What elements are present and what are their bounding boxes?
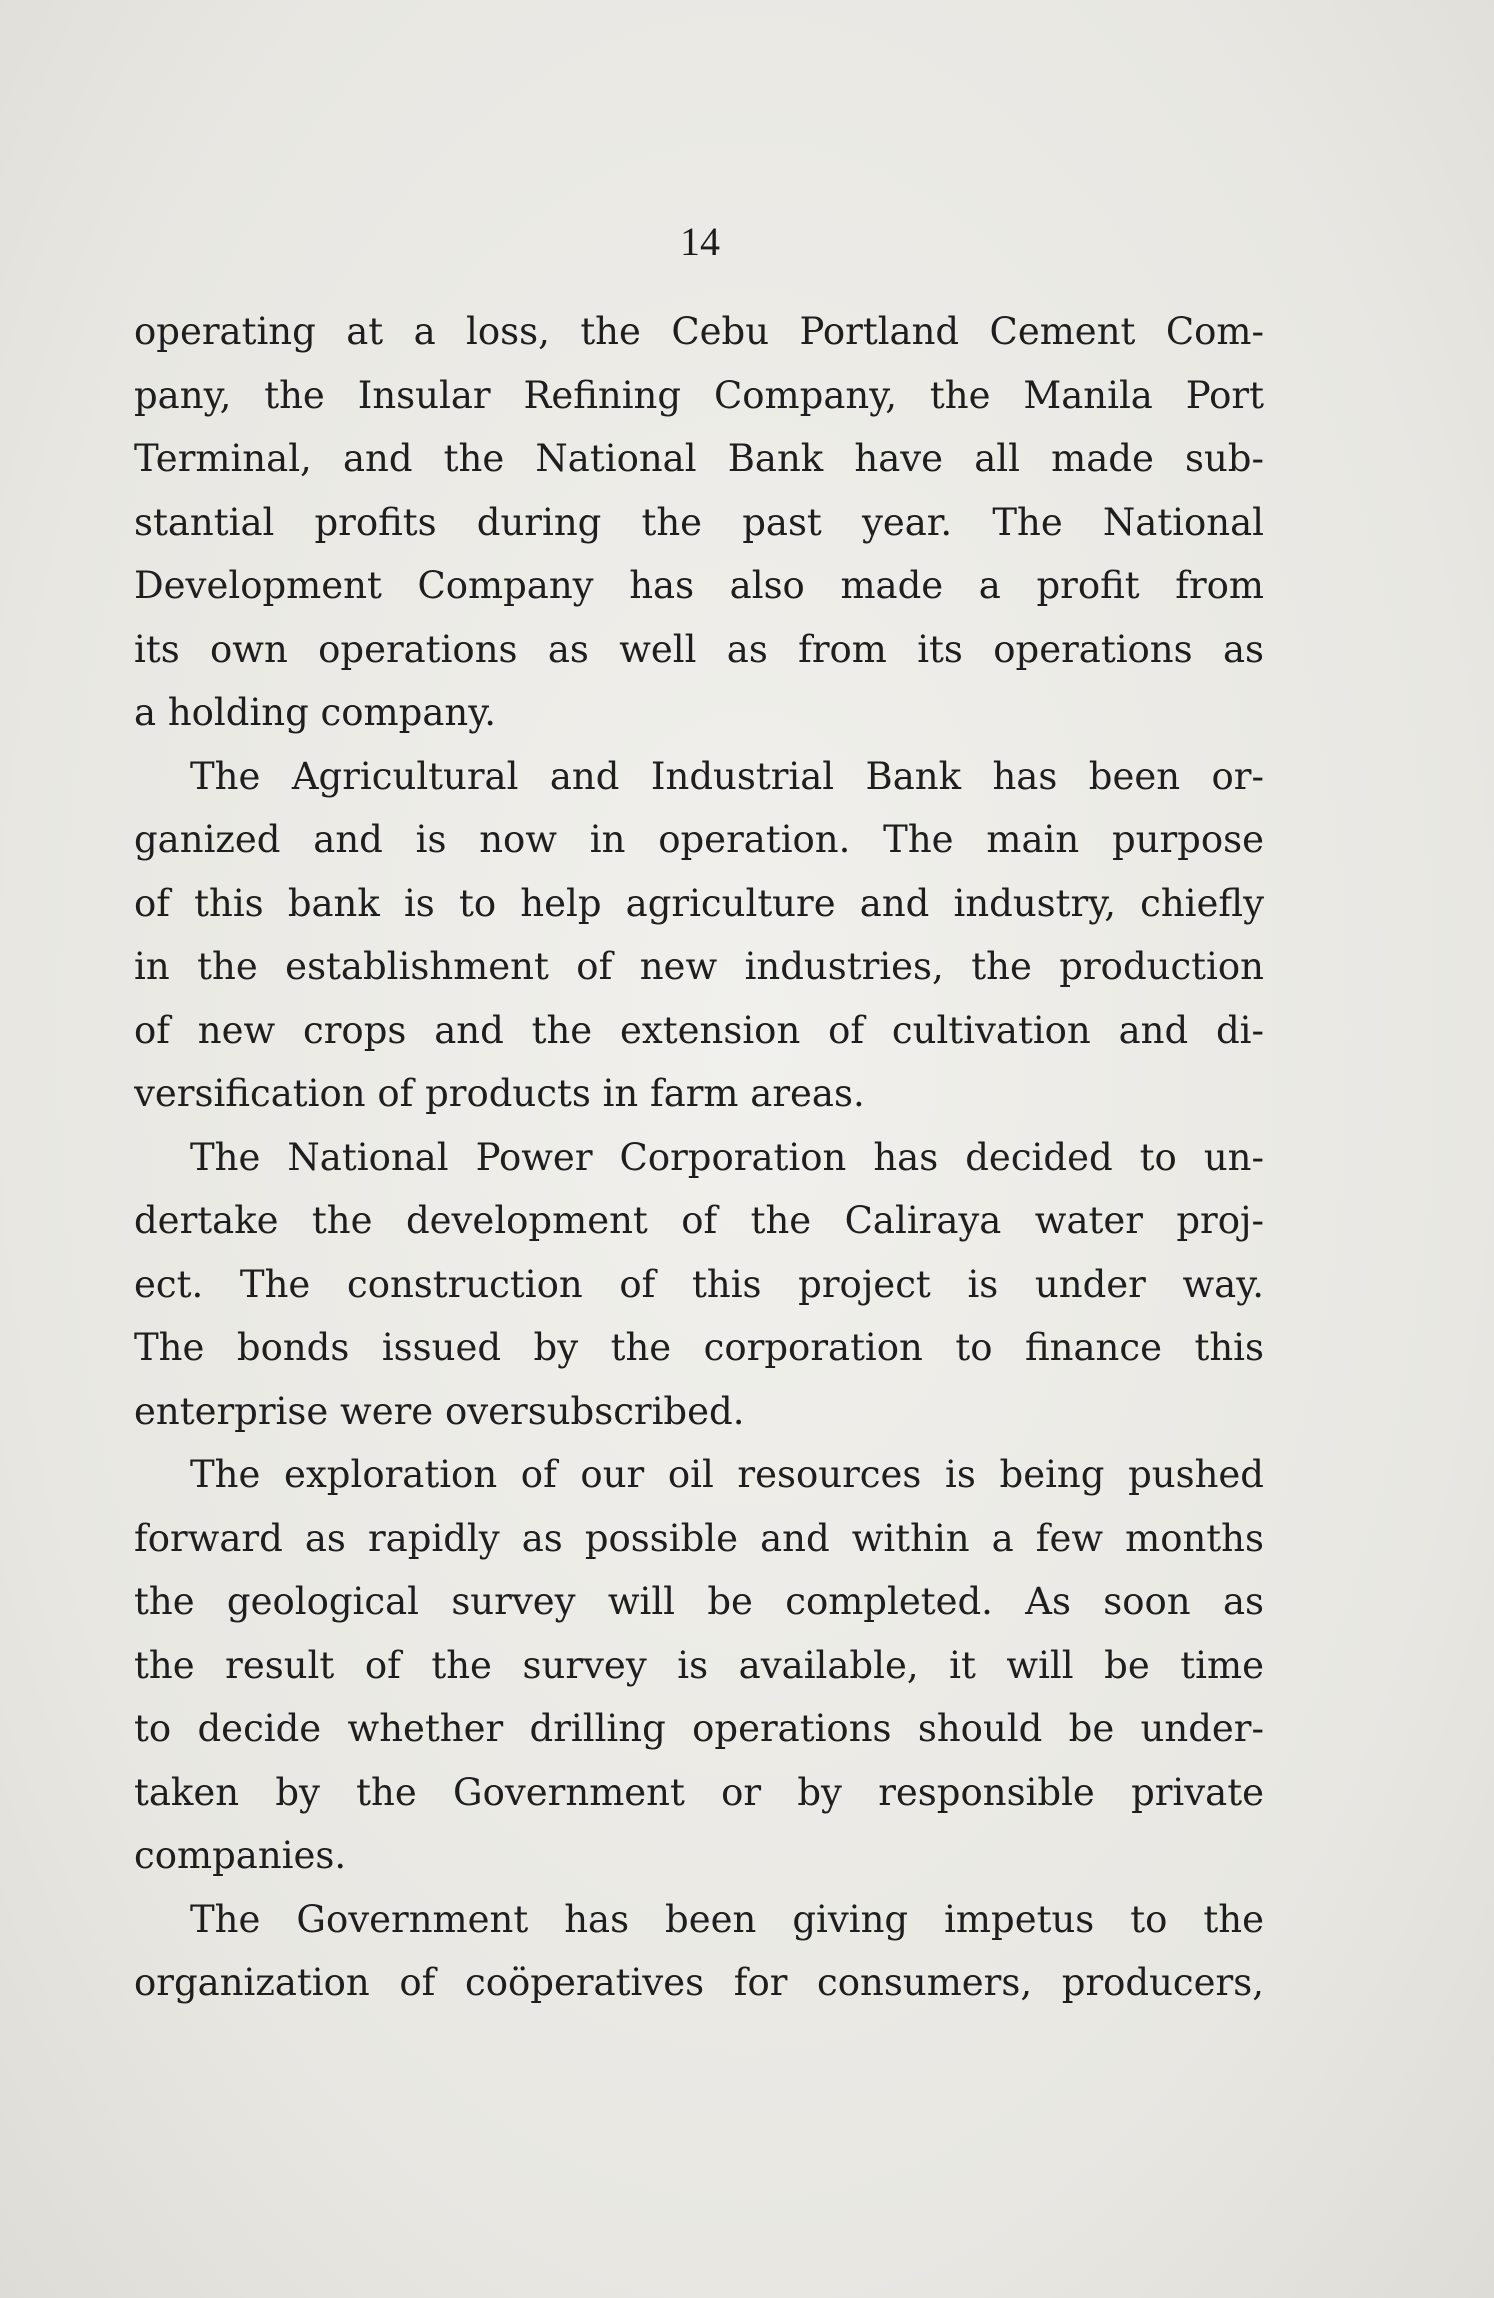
text-line: a holding company.	[134, 691, 496, 734]
page-number: 14	[680, 219, 720, 264]
text-line: taken by the Government or by responsible private	[134, 1770, 1264, 1814]
text-line: operating at a loss, the Cebu Portland Cement Com-	[134, 310, 1264, 353]
text-line: in the establishment of new industries, the production	[134, 945, 1264, 988]
text-line: the geological survey will be completed. As soon as	[134, 1580, 1264, 1623]
body-text	[134, 300, 1264, 2015]
paragraph	[134, 300, 1264, 745]
paragraph	[134, 1443, 1264, 1888]
text-line: The National Power Corporation has decided to un-	[190, 1135, 1264, 1179]
text-line: The Government has been giving impetus to the	[190, 1897, 1264, 1941]
text-line: versification of products in farm areas.	[134, 1072, 865, 1115]
text-line: enterprise were oversubscribed.	[134, 1389, 745, 1433]
text-line: forward as rapidly as possible and within a few months	[134, 1516, 1264, 1560]
text-line: Terminal, and the National Bank have all made sub-	[134, 437, 1264, 480]
text-line: ganized and is now in operation. The main purpose	[134, 818, 1264, 861]
text-line: organization of coöperatives for consumers, producers,	[134, 1961, 1264, 2004]
text-line: stantial profits during the past year. The National	[134, 500, 1264, 544]
text-line: The exploration of our oil resources is being pushed	[190, 1453, 1264, 1496]
paragraph	[134, 745, 1264, 1126]
text-line: The bonds issued by the corporation to finance this	[134, 1326, 1264, 1369]
text-line: to decide whether drilling operations should be under-	[134, 1707, 1264, 1750]
text-line: of this bank is to help agriculture and industry, chiefly	[134, 881, 1264, 925]
text-line: the result of the survey is available, it will be time	[134, 1643, 1264, 1687]
text-line: of new crops and the extension of cultivation and di-	[134, 1008, 1264, 1052]
text-line: companies.	[134, 1834, 347, 1877]
text-line: The Agricultural and Industrial Bank has been or-	[190, 754, 1264, 798]
paragraph	[134, 1126, 1264, 1444]
text-line: dertake the development of the Caliraya water proj-	[134, 1199, 1264, 1242]
paragraph	[134, 1888, 1264, 2015]
text-line: its own operations as well as from its operations as	[134, 627, 1264, 671]
text-line: Development Company has also made a profit from	[134, 564, 1264, 607]
text-line: ect. The construction of this project is under way.	[134, 1262, 1264, 1306]
text-line: pany, the Insular Refining Company, the Manila Port	[134, 373, 1264, 417]
